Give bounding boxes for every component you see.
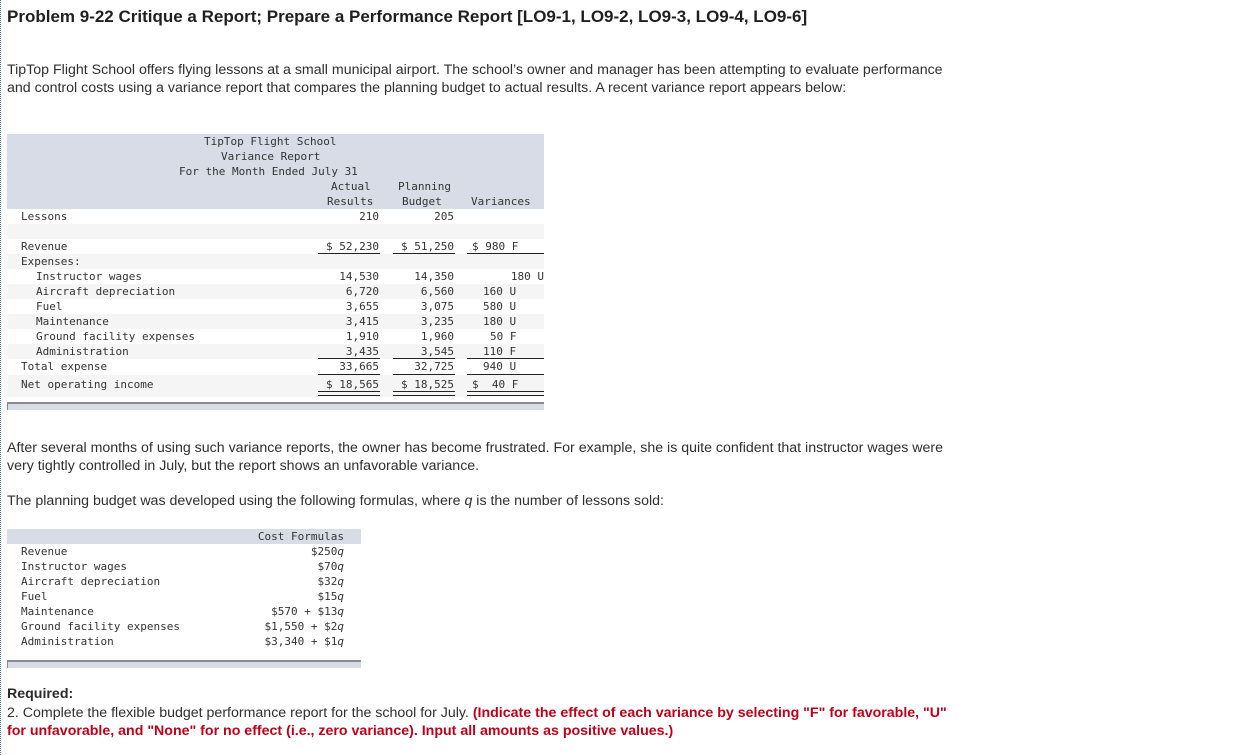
frustration-paragraph: After several months of using such variance reports, the owner has become frustrated. For example, she is quite confident that instructor wages were very tightly controlled in July, but the report shows an unfavorable variance. <box>7 440 944 474</box>
row-administration: Administration 3,435 3,545 110 F <box>7 344 544 359</box>
col-variances: Variances <box>471 195 531 208</box>
row-revenue: Revenue $ 52,230 $ 51,250 $ 980 F <box>7 239 544 254</box>
row-total-expense: Total expense 33,665 32,725 940 U <box>7 359 544 375</box>
formula-row: Administration $3,340 + $1q <box>7 634 361 649</box>
variance-report-footer <box>7 402 544 410</box>
cost-formulas-footer <box>7 660 361 668</box>
row-ground-facility: Ground facility expenses 1,910 1,960 50 F <box>7 329 544 344</box>
row-expenses-label: Expenses: <box>7 254 544 269</box>
cost-formulas-header: Cost Formulas <box>7 529 361 544</box>
required-text: 2. Complete the flexible budget performance report for the school for July. (Indicate the effect of each variance by selecting "F" for favorable, "U" for unfavorable, and "None" for no effect (i.e., zero variance). Input all amounts as positive values.) <box>7 705 947 739</box>
required-label: Required: <box>7 686 74 702</box>
variance-report-table <box>7 134 544 410</box>
formula-intro-paragraph: The planning budget was developed using the following formulas, where q is the number of lessons sold: <box>7 493 664 509</box>
formula-row: Instructor wages $70q <box>7 559 361 574</box>
problem-title: Problem 9-22 Critique a Report; Prepare a Performance Report [LO9-1, LO9-2, LO9-3, LO9-4, LO9-6] <box>7 7 808 26</box>
row-maintenance: Maintenance 3,415 3,235 180 U <box>7 314 544 329</box>
intro-paragraph: TipTop Flight School offers flying lessons at a small municipal airport. The school’s owner and manager has been attempting to evaluate performance and control costs using a variance report that compares the planning budget to actual results. A recent variance report appears below: <box>7 62 943 96</box>
formula-row: Fuel $15q <box>7 589 361 604</box>
left-border <box>0 0 1 755</box>
formula-row: Aircraft depreciation $32q <box>7 574 361 589</box>
formula-row: Ground facility expenses $1,550 + $2q <box>7 619 361 634</box>
row-lessons: Lessons 210 205 <box>7 209 544 224</box>
cost-formulas-table <box>7 529 361 668</box>
col-planning-2: Budget <box>402 195 442 208</box>
row-aircraft-depreciation: Aircraft depreciation 6,720 6,560 160 U <box>7 284 544 299</box>
formula-row: Maintenance $570 + $13q <box>7 604 361 619</box>
report-name: Variance Report <box>221 150 321 163</box>
row-net-operating-income: Net operating income $ 18,565 $ 18,525 $ 40 F <box>7 375 544 397</box>
required-instruction: (Indicate the effect of each variance by selecting "F" for favorable, "U" for unfavorable, and "None" for no effect (i.e., zero variance). Input all amounts as positive values.) <box>7 705 947 739</box>
report-company: TipTop Flight School <box>204 135 337 148</box>
col-actual-2: Results <box>327 195 374 208</box>
col-planning-1: Planning <box>398 180 451 193</box>
variance-report-header <box>7 134 544 209</box>
row-instructor-wages: Instructor wages 14,530 14,350 180 U <box>7 269 544 284</box>
row-spacer <box>7 224 544 239</box>
col-actual-1: Actual <box>331 180 371 193</box>
report-period: For the Month Ended July 31 <box>179 165 358 178</box>
row-fuel: Fuel 3,655 3,075 580 U <box>7 299 544 314</box>
formula-row: Revenue $250q <box>7 544 361 559</box>
